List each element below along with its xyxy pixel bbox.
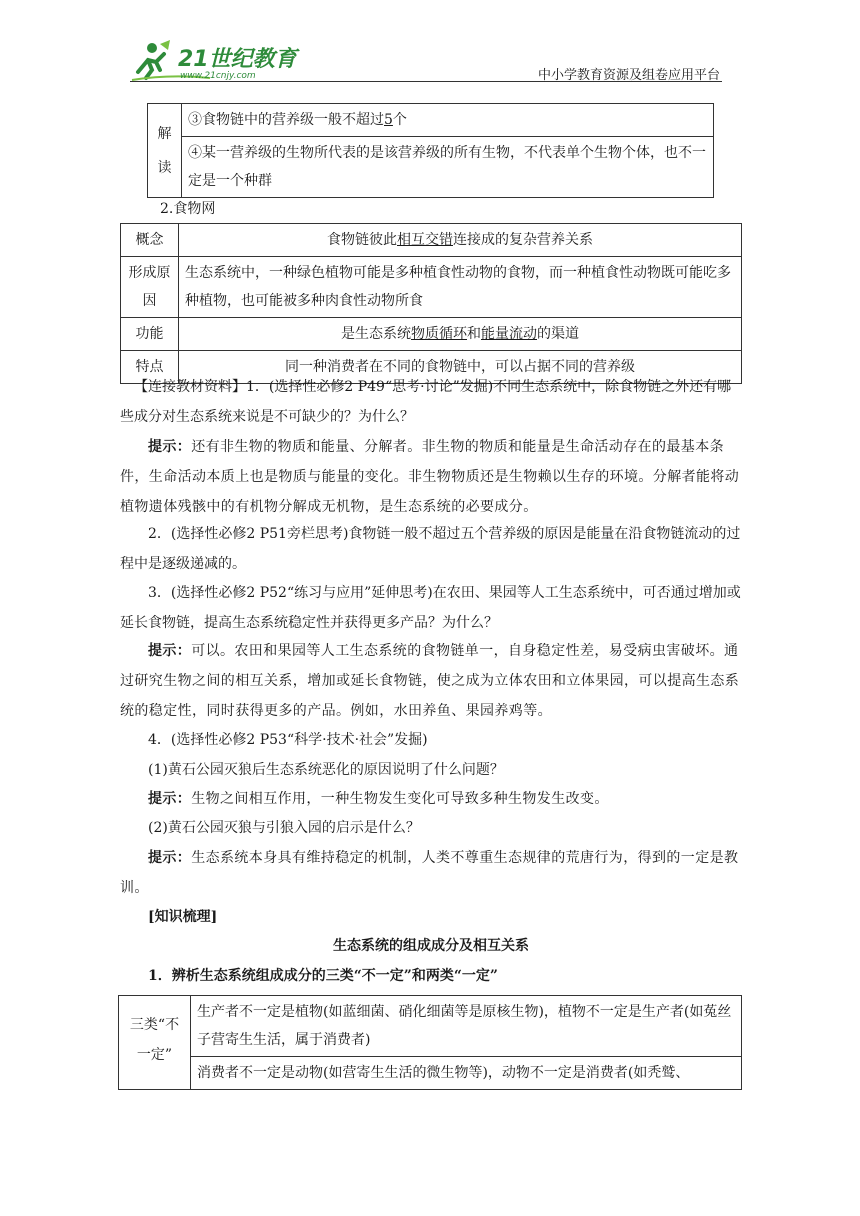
function-label: 功能: [121, 318, 179, 351]
three-label: 三类“不一定”: [119, 996, 191, 1090]
food-web-table: [120, 223, 742, 384]
feature-value: 同一种消费者在不同的食物链中，可以占据不同的营养级: [179, 351, 742, 384]
concept-post: 连接成的复杂营养关系: [453, 232, 593, 248]
concept-value: [179, 224, 742, 257]
table-row: [119, 996, 742, 1057]
three-not-necessarily-table: [118, 995, 742, 1090]
answer-4-1-text: 生物之间相互作用，一种生物发生变化可导致多种生物发生改变。: [191, 791, 609, 807]
platform-name: 中小学教育资源及组卷应用平台: [537, 68, 720, 83]
question-4-2: (2)黄石公园灭狼与引狼入园的启示是什么？: [148, 820, 420, 836]
logo-title: 21世纪教育: [178, 47, 297, 72]
tip-label: 提示：: [148, 439, 192, 455]
knowledge-title: 生态系统的组成成分及相互关系: [333, 938, 529, 954]
table-row: [119, 1057, 742, 1090]
feature-label: 特点: [121, 351, 179, 384]
row3-text: ③食物链中的营养级一般不超过: [188, 112, 384, 128]
concept-pre: 食物链彼此: [327, 232, 397, 248]
answer-1-text: 还有非生物的物质和能量、分解者。非生物的物质和能量是生命活动存在的最基本条件，生命活动本质上也是物质与能量的变化。非生物物质还是生物赖以生存的环境。分解者能将动植物遗体残骸中的有机物分解成无机物，是生态系统的必要成分。: [120, 439, 740, 515]
answer-3-text: 可以。农田和果园等人工生态系统的食物链单一，自身稳定性差，易受病虫害破坏。通过研究生物之间的相互关系，增加或延长食物链，使之成为立体农田和立体果园，可以提高生态系统的稳定性，同时获得更多的产品。例如，水田养鱼、果园养鸡等。: [120, 643, 740, 719]
function-underlined-1: 物质循环: [411, 326, 467, 342]
answer-4-1: [120, 784, 742, 814]
concept-label: 概念: [121, 224, 179, 257]
table-row: [148, 137, 714, 198]
answer-1: [120, 432, 742, 522]
reason-label: 形成原因: [121, 257, 179, 318]
logo-runner-icon: [130, 38, 300, 82]
row3-number: 5: [384, 112, 393, 128]
question-4: 4．(选择性必修2 P53“科学·技术·社会”发掘): [148, 732, 428, 748]
interpretation-label: 解读: [148, 104, 182, 198]
function-mid: 和: [467, 326, 481, 342]
table-row: [121, 257, 742, 318]
reason-value: 生态系统中，一种绿色植物可能是多种植食性动物的食物，而一种植食性动物既可能吃多种植物，也可能被多种肉食性动物所食: [179, 257, 742, 318]
function-pre: 是生态系统: [341, 326, 411, 342]
tip-label: 提示：: [148, 643, 192, 659]
function-underlined-2: 能量流动: [481, 326, 537, 342]
interpretation-row-3: [182, 104, 714, 137]
section-food-web: 2.食物网: [160, 201, 216, 217]
interpretation-table: [147, 103, 714, 198]
interpretation-row-4: ④某一营养级的生物所代表的是该营养级的所有生物，不代表单个生物个体，也不一定是一个种群: [182, 137, 714, 198]
tip-label: 提示：: [148, 791, 192, 807]
question-3: 3．(选择性必修2 P52“练习与应用”延伸思考)在农田、果园等人工生态系统中，可否通过增加或延长食物链，提高生态系统稳定性并获得更多产品？为什么？: [120, 585, 741, 631]
logo: [130, 38, 300, 82]
tip-label: 提示：: [148, 850, 192, 866]
answer-4-2-text: 生态系统本身具有维持稳定的机制，人类不尊重生态规律的荒唐行为，得到的一定是教训。: [120, 850, 739, 896]
question-2: 2．(选择性必修2 P51旁栏思考)食物链一般不超过五个营养级的原因是能量在沿食物链流动的过程中是逐级递减的。: [120, 526, 741, 572]
function-post: 的渠道: [537, 326, 579, 342]
table-row: [121, 224, 742, 257]
row3-suffix: 个: [392, 112, 407, 128]
header-divider: [130, 81, 722, 82]
three-row-1: 生产者不一定是植物(如蓝细菌、硝化细菌等是原核生物)，植物不一定是生产者(如菟丝子营寄生生活，属于消费者): [191, 996, 742, 1057]
table-row: [121, 318, 742, 351]
table-row: [148, 104, 714, 137]
three-row-2: 消费者不一定是动物(如营寄生生活的微生物等)，动物不一定是消费者(如秃鹫、: [191, 1057, 742, 1090]
knowledge-subtitle: 1．辨析生态系统组成成分的三类“不一定”和两类“一定”: [148, 968, 498, 984]
knowledge-heading: [知识梳理]: [148, 909, 218, 925]
answer-3: [120, 636, 742, 726]
question-1: 【连接教材资料】1．(选择性必修2 P49“思考·讨论”发掘)不同生态系统中，除食物链之外还有哪些成分对生态系统来说是不可缺少的？为什么？: [120, 379, 732, 425]
logo-subtitle: www.21cnjy.com: [180, 71, 256, 81]
concept-underlined: 相互交错: [397, 232, 453, 248]
function-value: [179, 318, 742, 351]
answer-4-2: [120, 843, 742, 903]
question-4-1: (1)黄石公园灭狼后生态系统恶化的原因说明了什么问题？: [148, 762, 504, 778]
